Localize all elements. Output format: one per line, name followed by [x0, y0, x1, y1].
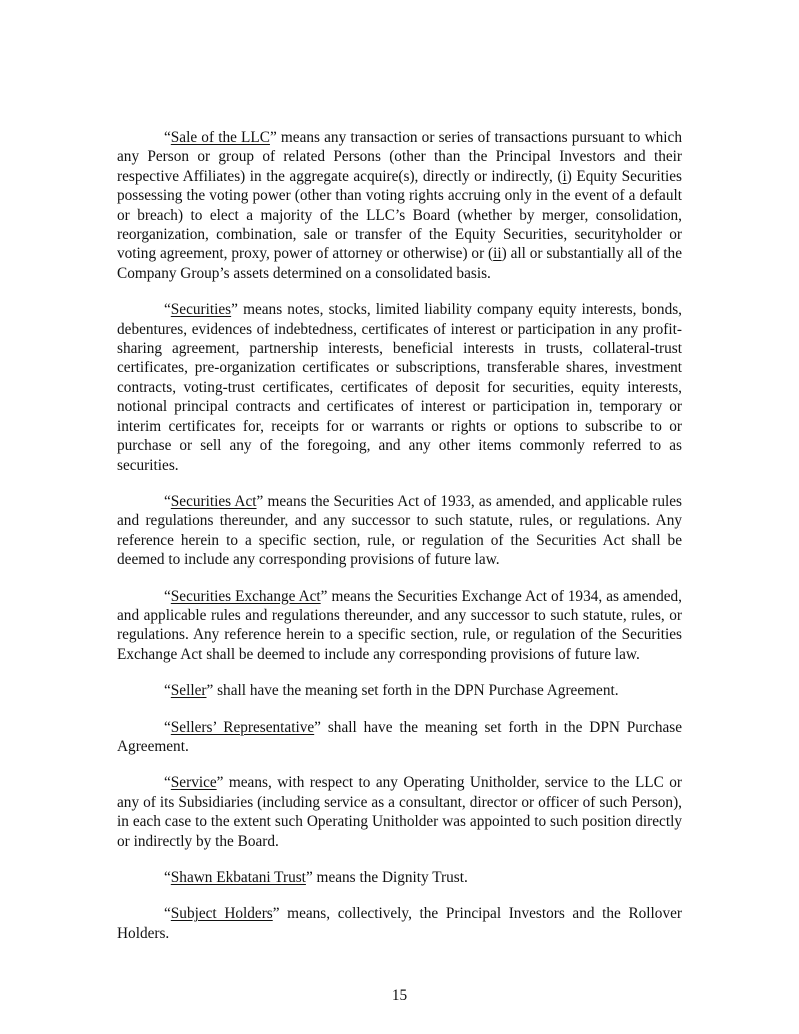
definition-text: “ — [164, 774, 171, 792]
defined-term: Service — [170, 774, 217, 792]
definition-text: ” shall have the meaning set forth in the DPN Purchase Agreement. — [206, 682, 619, 700]
definition-text: ” means, with respect to any Operating Unitholder, service to the LLC or any of its Subsidiaries (including service as a consultant, director or officer of such Person), in each case to the extent such Operating Unitholder was appointed to such position directly or indirectly by the Board. — [117, 774, 682, 850]
definition-text: ” means the Dignity Trust. — [305, 869, 468, 886]
defined-term: i — [562, 167, 567, 185]
document-page — [117, 128, 682, 960]
definition-text: ” means the Securities Act of 1933, as amended, and applicable rules and regulations thereunder, and any successor to such statute, rules, or regulations. Any reference herein to a specific section, rule, or regulation of the Securities Act shall be deemed to include any corresponding provisions of future law. — [117, 492, 682, 569]
definition-text: “ — [164, 587, 171, 605]
definition-text: “ — [164, 682, 171, 700]
definition-text: ” shall have the meaning set forth in the DPN Purchase Agreement. — [117, 718, 683, 755]
definition-text: ) Equity Securities possessing the voting power (other than voting rights accruing only in the event of a default or breach) to elect a majority of the LLC’s Board (whether by merger, consolidation, reorganization, combination, sale or transfer of the Equity Securities, securityholder or voting agreement, proxy, power of attorney or otherwise) or ( — [117, 167, 682, 263]
page-number: 15 — [391, 987, 408, 1004]
definition-paragraph — [117, 128, 682, 283]
definition-paragraph — [117, 492, 682, 570]
defined-term: ii — [493, 245, 502, 263]
definition-text: ” means notes, stocks, limited liability company equity interests, bonds, debentures, evidences of indebtedness, certificates of interest or participation in any profit-sharing agreement, partnership interests, beneficial interests in trusts, collateral-trust certificates, pre-organization certificates or subscriptions, transferable shares, investment contracts, voting-trust certificates, certificates of deposit for securities, equity interests, notional principal contracts and certificates of interest or participation in, temporary or interim certificates for, receipts for or warrants or rights or options to subscribe to or purchase or sell any of the foregoing, and any other items commonly referred to as securities. — [117, 301, 682, 474]
definition-text: “ — [164, 129, 171, 146]
definition-paragraph — [117, 773, 682, 851]
definition-paragraph — [117, 904, 682, 943]
defined-term: Securities Exchange Act — [170, 587, 321, 605]
definition-paragraph — [117, 681, 682, 700]
defined-term: Securities — [170, 301, 232, 319]
defined-term: Securities Act — [170, 492, 257, 510]
definition-text: ” means the Securities Exchange Act of 1934, as amended, and applicable rules and regulations thereunder, and any successor to such statute, rules, or regulations. Any reference herein to a specific section, rule, or regulation of the Securities Exchange Act shall be deemed to include any corresponding provisions of future law. — [117, 587, 682, 663]
definition-paragraph — [117, 300, 682, 475]
defined-term: Subject Holders — [170, 905, 273, 923]
definition-paragraph — [117, 718, 682, 757]
defined-term: Sale of the LLC — [170, 129, 270, 146]
definition-text: “ — [164, 492, 171, 510]
definition-text: ” means any transaction or series of transactions pursuant to which any Person or group of related Persons (other than the Principal Investors and their respective Affiliates) in the aggregate acquire(s), directly or indirectly, ( — [117, 129, 682, 185]
definition-paragraph — [117, 587, 682, 665]
definition-text: “ — [164, 301, 171, 319]
defined-term: Shawn Ekbatani Trust — [170, 869, 306, 886]
definition-text: “ — [164, 718, 171, 736]
definition-paragraph — [117, 868, 682, 887]
definition-text: “ — [164, 905, 171, 923]
definition-text: ) all or substantially all of the Company Group’s assets determined on a consolidated basis. — [117, 245, 682, 282]
definition-text: “ — [164, 869, 171, 886]
definition-text: ” means, collectively, the Principal Investors and the Rollover Holders. — [117, 905, 682, 942]
defined-term: Seller — [170, 682, 207, 700]
defined-term: Sellers’ Representative — [170, 718, 315, 736]
